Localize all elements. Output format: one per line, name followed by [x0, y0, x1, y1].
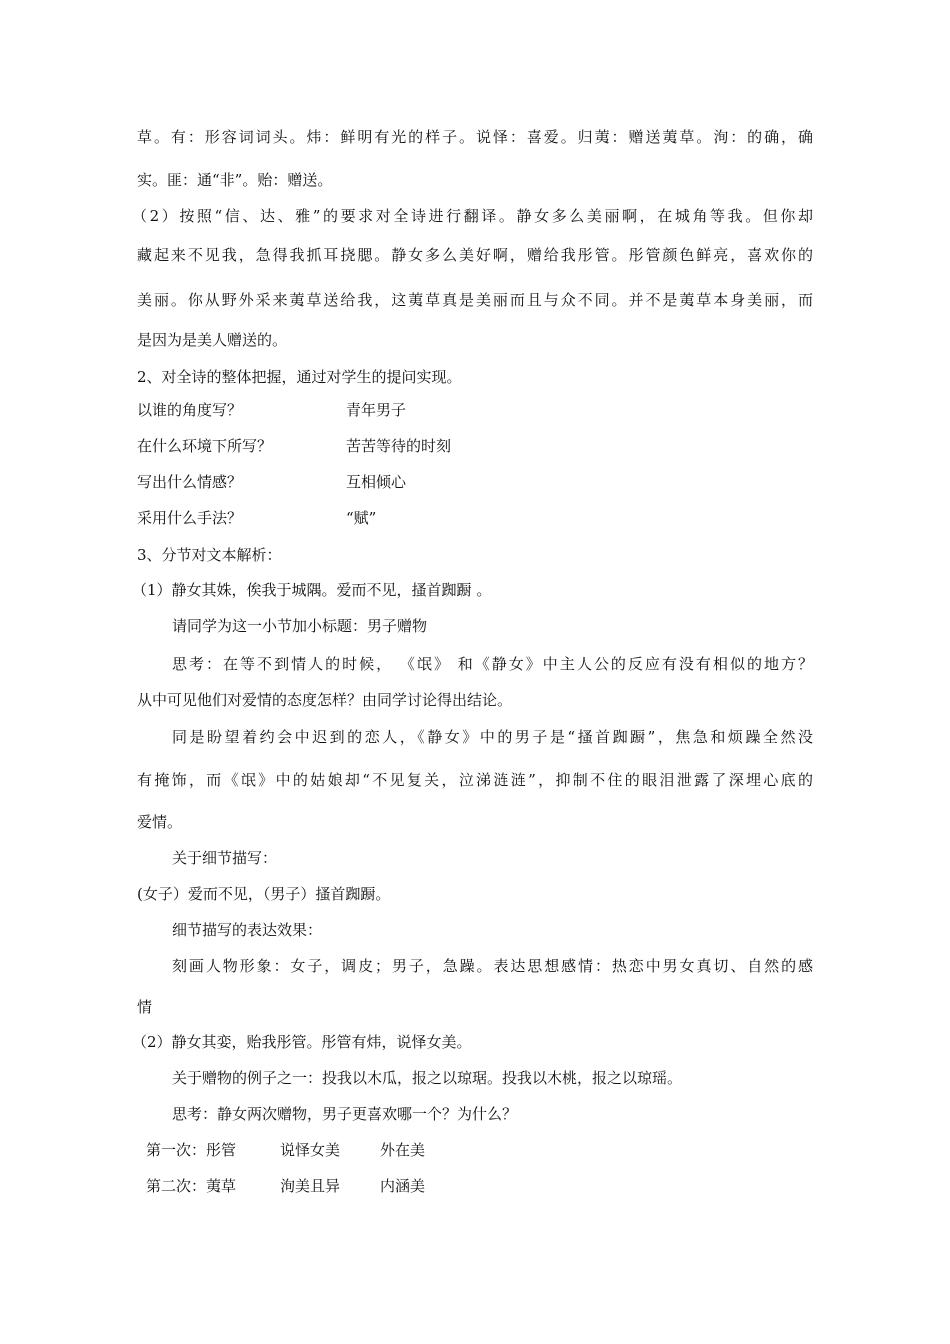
poem-stanza: （1）静女其姝，俟我于城隅。爱而不见，搔首踟蹰 。	[132, 581, 492, 599]
qa-question: 采用什么手法？	[137, 509, 243, 527]
paragraph-line: 实。匪：通“非”。贻：赠送。	[137, 171, 333, 189]
paragraph-line: 细节描写的表达效果：	[172, 921, 323, 939]
paragraph-line: 关于细节描写：	[172, 849, 278, 867]
paragraph-line: 刻画人物形象：女子，调皮；男子，急躁。表达思想感情：热恋中男女真切、自然的感	[172, 957, 813, 975]
gift-quote: 洵美且异	[280, 1177, 341, 1195]
gift-meaning: 外在美	[380, 1141, 426, 1159]
paragraph-line: 草。有：形容词词头。炜：鲜明有光的样子。说怿：喜爱。归荑：赠送荑草。洵：的确，确	[137, 128, 813, 146]
gift-meaning: 内涵美	[380, 1177, 426, 1195]
section-heading: 3、分节对文本解析：	[137, 546, 282, 564]
qa-answer: “赋”	[346, 509, 377, 527]
section-heading: 2、对全诗的整体把握，通过对学生的提问实现。	[137, 368, 462, 386]
paragraph-line: 爱情。	[137, 813, 183, 831]
qa-question: 以谁的角度写？	[137, 401, 243, 419]
poem-stanza: （2）静女其娈，贻我彤管。彤管有炜，说怿女美。	[132, 1033, 472, 1051]
paragraph-line: 藏起来不见我，急得我抓耳挠腮。静女多么美好啊，赠给我彤管。彤管颜色鲜亮，喜欢你的	[137, 246, 813, 264]
paragraph-line: 关于赠物的例子之一：投我以木瓜，报之以琼琚。投我以木桃，报之以琼瑶。	[172, 1069, 683, 1087]
gift-quote: 说怿女美	[280, 1141, 341, 1159]
paragraph-line: 是因为是美人赠送的。	[137, 331, 288, 349]
paragraph-line: 思考：在等不到情人的时候， 《氓》 和《静女》中主人公的反应有没有相似的地方？	[172, 655, 813, 673]
qa-answer: 苦苦等待的时刻	[346, 437, 452, 455]
qa-answer: 互相倾心	[346, 473, 407, 491]
paragraph-line: (女子）爱而不见，（男子）搔首踟蹰。	[137, 885, 391, 903]
paragraph-line: 同是盼望着约会中迟到的恋人，《静女》中的男子是“搔首踟蹰”，焦急和烦躁全然没	[172, 728, 813, 746]
paragraph-line: 美丽。你从野外采来荑草送给我，这荑草真是美丽而且与众不同。并不是荑草本身美丽，而	[137, 291, 813, 309]
paragraph-line: 请同学为这一小节加小标题：男子赠物	[172, 617, 428, 635]
paragraph-line: 思考：静女两次赠物，男子更喜欢哪一个？为什么？	[172, 1105, 518, 1123]
gift-item: 第二次：荑草	[146, 1177, 237, 1195]
paragraph-line: 有掩饰，而《氓》中的姑娘却“不见复关，泣涕涟涟”，抑制不住的眼泪泄露了深埋心底的	[137, 771, 813, 789]
paragraph-line: 情	[137, 998, 153, 1016]
qa-question: 在什么环境下所写？	[137, 437, 273, 455]
paragraph-line: （2）按照“信、达、雅”的要求对全诗进行翻译。静女多么美丽啊，在城角等我。但你却	[132, 207, 813, 225]
gift-item: 第一次：彤管	[146, 1141, 237, 1159]
qa-question: 写出什么情感？	[137, 473, 243, 491]
paragraph-line: 从中可见他们对爱情的态度怎样？由同学讨论得出结论。	[137, 691, 513, 709]
qa-answer: 青年男子	[346, 401, 407, 419]
